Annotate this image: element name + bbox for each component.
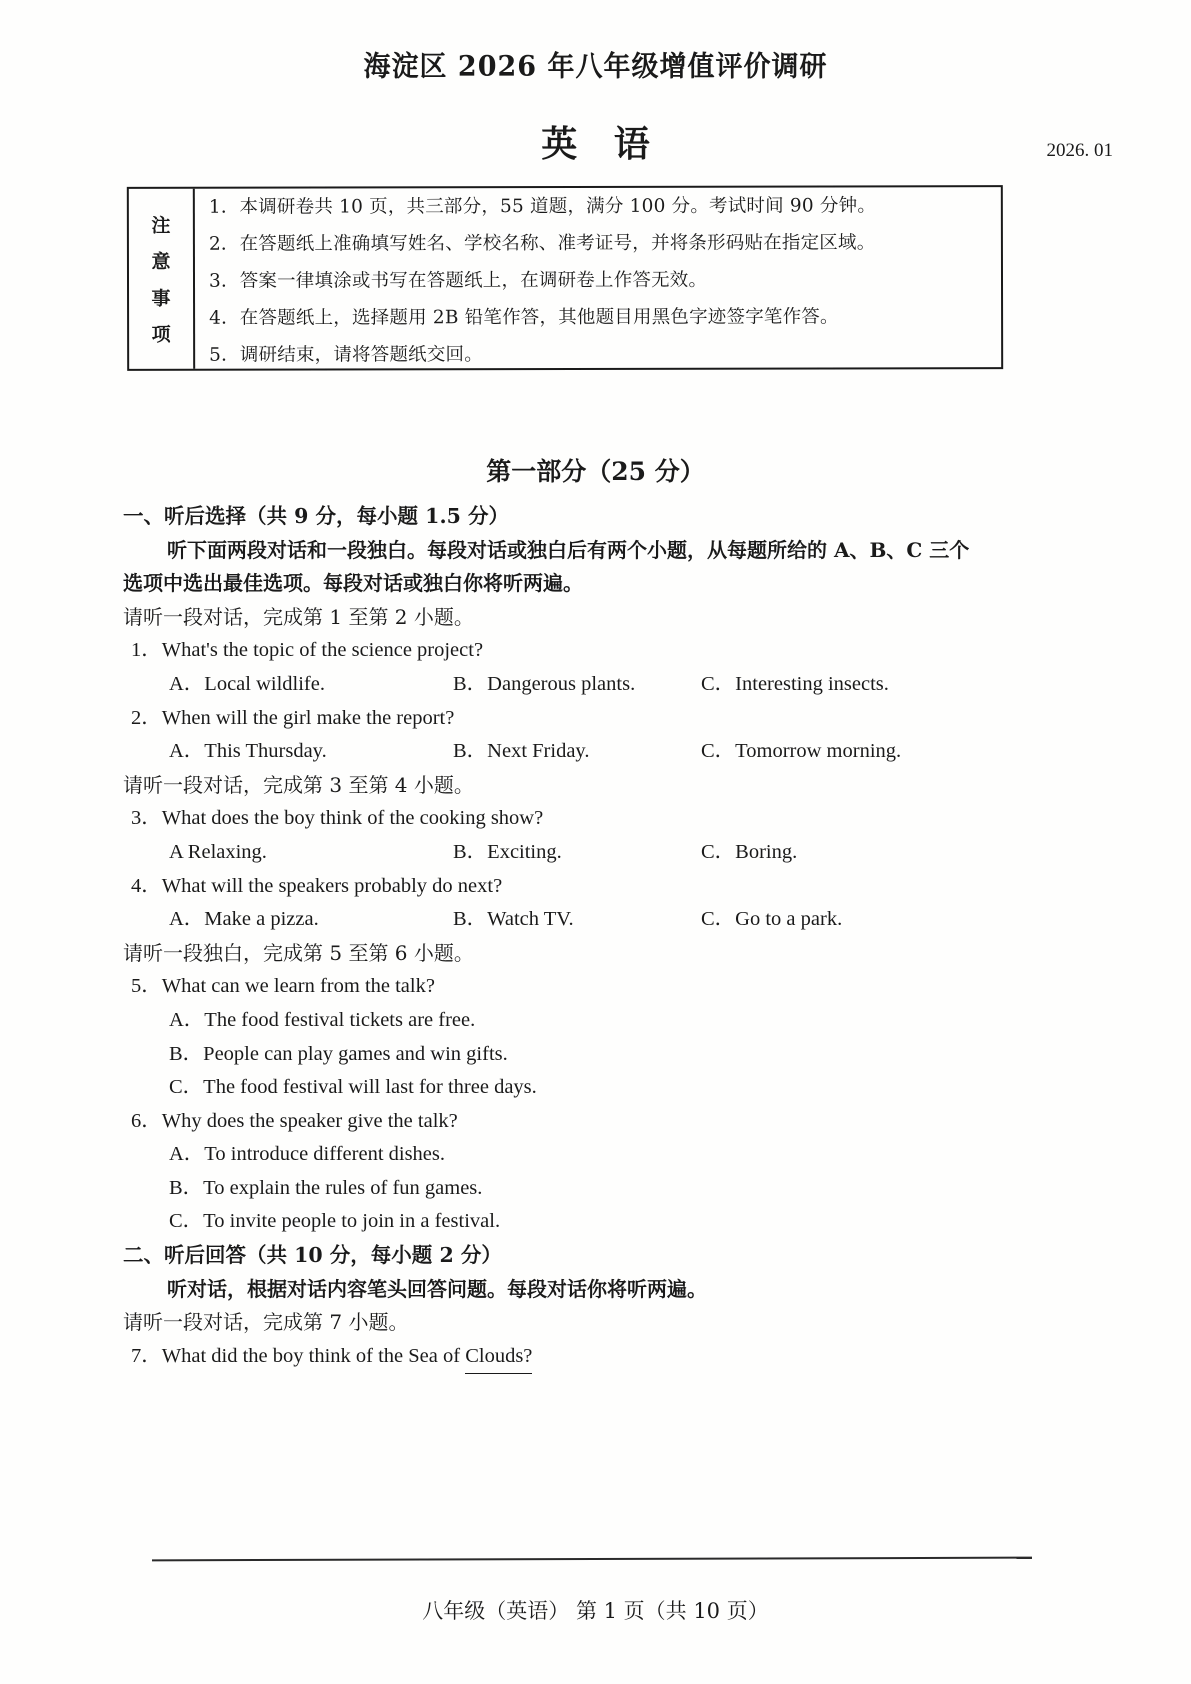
part-title: 第一部分（25 分） [486,457,705,486]
option-b[interactable]: B．To explain the rules of fun games. [169,1176,483,1199]
question-text: What's the topic of the science project? [161,639,484,662]
question-stem [123,702,1073,736]
answer-blank-underline[interactable]: Clouds? [465,1340,532,1375]
exam-date: 2026. 01 [1046,140,1113,161]
notice-label-char-2: 意 [151,251,171,274]
question-stem [123,1340,1073,1375]
option-b[interactable]: B．Exciting. [453,840,562,863]
notice-item: 5．调研结束，请将答题纸交回。 [209,343,483,366]
option-row [123,836,1073,870]
question-text: What will the speakers probably do next? [161,874,503,897]
option-row [123,668,1073,702]
option-c[interactable]: C．Go to a park. [701,908,843,931]
section-heading-listening-answer: 二、听后回答（共 10 分，每小题 2 分） [123,1243,502,1268]
option-a[interactable]: A．The food festival tickets are free. [169,1008,476,1031]
listening-cue-3: 请听一段独白，完成第 5 至第 6 小题。 [123,940,474,965]
question-text: Why does the speaker give the talk? [161,1109,458,1132]
question-stem [123,870,1073,904]
option-c[interactable]: C．To invite people to join in a festival. [169,1210,501,1233]
option-b[interactable]: B．Next Friday. [453,740,590,763]
subject-name: 英 语 [541,123,662,165]
option-row [123,735,1073,769]
page-footer: 八年级（英语） 第 1 页（共 10 页） [422,1599,769,1623]
question-stem [123,970,1073,1004]
listening-cue-4: 请听一段对话，完成第 7 小题。 [123,1310,409,1335]
question-text: When will the girl make the report? [161,706,455,729]
question-text: What can we learn from the talk? [161,975,435,998]
notice-item-list [195,187,1001,369]
notice-label-char-1: 注 [151,214,171,237]
question-number: 1． [131,639,162,662]
option-c[interactable]: C．Tomorrow morning. [701,740,902,763]
footer-divider [152,1557,1032,1562]
section1-directions-line1: 听下面两段对话和一段独白。每段对话或独白后有两个小题，从每题所给的 A、B、C 三个 [167,537,970,562]
question-stem [123,1105,1073,1139]
main-content [123,500,1073,1374]
question-text: What does the boy think of the cooking show? [161,807,544,830]
listening-cue-1: 请听一段对话，完成第 1 至第 2 小题。 [123,604,474,629]
option-a[interactable]: A Relaxing. [169,840,267,863]
option-row [123,903,1073,937]
listening-cue-2: 请听一段对话，完成第 3 至第 4 小题。 [123,772,474,797]
notice-label-char-3: 事 [151,287,171,310]
question-number: 7． [131,1344,162,1367]
option-c[interactable]: C．Interesting insects. [701,672,889,695]
question-number: 6． [131,1109,162,1132]
subject-row [0,116,1191,172]
option-b[interactable]: B．Dangerous plants. [453,672,636,695]
option-b[interactable]: B．People can play games and win gifts. [169,1042,508,1065]
question-number: 5． [131,975,162,998]
page-title: 海淀区 2026 年八年级增值评价调研 [363,50,828,83]
section1-directions-line2: 选项中选出最佳选项。每段对话或独白你将听两遍。 [123,571,583,596]
option-a[interactable]: A．To introduce different dishes. [169,1143,446,1166]
option-c[interactable]: C．The food festival will last for three days. [169,1076,537,1099]
option-a[interactable]: A．Make a pizza. [169,908,319,931]
option-a[interactable]: A．This Thursday. [169,740,327,763]
option-b[interactable]: B．Watch TV. [453,908,574,931]
notice-item: 3．答案一律填涂或书写在答题纸上，在调研卷上作答无效。 [208,269,708,292]
question-number: 4． [131,874,162,897]
section-heading-listening-choice: 一、听后选择（共 9 分，每小题 1.5 分） [123,504,509,528]
notice-box [127,185,1003,371]
question-text: What did the boy think of the Sea of [161,1344,466,1367]
notice-label-column [129,189,195,369]
notice-item: 1．本调研卷共 10 页，共三部分，55 道题，满分 100 分。考试时间 90 分钟。 [208,195,877,218]
option-a[interactable]: A．Local wildlife. [169,672,325,695]
question-stem [123,634,1073,668]
notice-label-char-4: 项 [151,324,171,347]
section2-directions: 听对话，根据对话内容笔头回答问题。每段对话你将听两遍。 [167,1276,707,1301]
question-stem [123,802,1073,836]
question-number: 2． [131,706,162,729]
question-number: 3． [131,807,162,830]
notice-item: 2．在答题纸上准确填写姓名、学校名称、准考证号，并将条形码贴在指定区域。 [208,232,876,255]
notice-item: 4．在答题纸上，选择题用 2B 铅笔作答，其他题目用黑色字迹签字笔作答。 [209,306,839,329]
option-c[interactable]: C．Boring. [701,840,798,863]
